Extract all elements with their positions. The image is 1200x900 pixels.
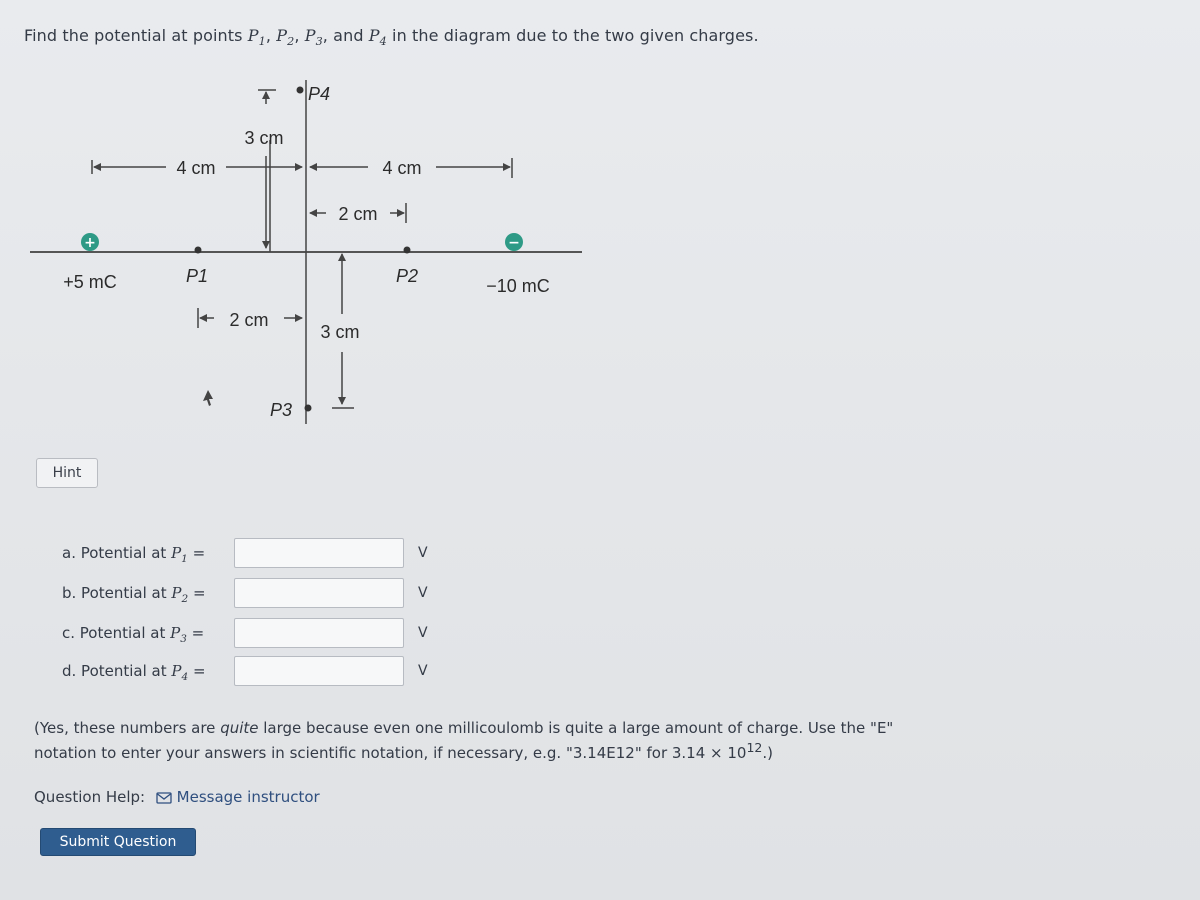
problem-prompt: Find the potential at points $P_1$, $P_2$, $P_3$, and $P_4$ in the diagram due to the two given charges. xyxy=(24,26,759,49)
prompt-prefix: Find the potential at points xyxy=(24,26,243,45)
prompt-p2: $P_2$ xyxy=(276,26,295,49)
dim-right-4cm-label: 4 cm xyxy=(382,158,422,178)
prompt-suffix: in the diagram due to the two given charges. xyxy=(392,26,759,45)
p4-dot xyxy=(297,87,304,94)
prompt-p4: $P_4$ xyxy=(368,26,387,49)
answer-input-b[interactable] xyxy=(234,578,404,608)
question-help-label: Question Help: xyxy=(34,788,146,806)
unit-b: V xyxy=(418,585,428,601)
answer-input-d[interactable] xyxy=(234,656,404,686)
scientific-notation-note: (Yes, these numbers are quite large because even one millicoulomb is quite a large amount of charge. Use the "E" notation to enter your answers in scientific notation, if necessary, e.g. "3.14E12" for $3.14 \times 10^{12}$.) xyxy=(34,719,894,762)
unit-c: V xyxy=(418,625,428,641)
prompt-p1: $P_1$ xyxy=(247,26,266,49)
p3-label: P3 xyxy=(270,400,293,420)
dim-bottom-3cm-label: 3 cm xyxy=(320,322,360,342)
charge-right-label: −10 mC xyxy=(486,276,550,296)
hint-button[interactable]: Hint xyxy=(36,458,98,488)
p3-dot xyxy=(305,405,312,412)
unit-a: V xyxy=(418,545,428,561)
p4-label: P4 xyxy=(308,84,331,104)
question-b-label: b. Potential at $P_2$ = xyxy=(62,584,206,605)
question-a-label: a. Potential at $P_1$ = xyxy=(62,544,206,565)
dim-bottom-2cm-label: 2 cm xyxy=(229,310,269,330)
p1-dot xyxy=(195,247,202,254)
message-instructor-label: Message instructor xyxy=(176,788,320,806)
submit-question-button[interactable]: Submit Question xyxy=(40,828,196,856)
plus-sign: + xyxy=(84,235,96,251)
answer-input-a[interactable] xyxy=(234,538,404,568)
mail-icon xyxy=(156,791,172,805)
dim-top-3cm-label: 3 cm xyxy=(244,128,284,148)
prompt-p3: $P_3$ xyxy=(304,26,323,49)
question-c-label: c. Potential at $P_3$ = xyxy=(62,624,205,645)
dim-top-2cm-label: 2 cm xyxy=(338,204,378,224)
unit-d: V xyxy=(418,663,428,679)
answer-row-c xyxy=(62,618,442,652)
minus-sign: − xyxy=(508,235,520,251)
cursor-arrow-icon xyxy=(203,390,213,406)
answer-input-c[interactable] xyxy=(234,618,404,648)
answer-row-d xyxy=(62,656,442,690)
question-d-label: d. Potential at $P_4$ = xyxy=(62,662,206,683)
charge-diagram xyxy=(0,60,620,430)
question-help xyxy=(34,788,320,806)
answer-row-b xyxy=(62,578,442,612)
p1-label: P1 xyxy=(186,266,209,286)
charge-left-label: +5 mC xyxy=(63,272,117,292)
p2-label: P2 xyxy=(396,266,419,286)
answer-row-a xyxy=(62,538,442,572)
p2-dot xyxy=(404,247,411,254)
dim-left-4cm-label: 4 cm xyxy=(176,158,216,178)
message-instructor-link[interactable] xyxy=(156,788,320,806)
